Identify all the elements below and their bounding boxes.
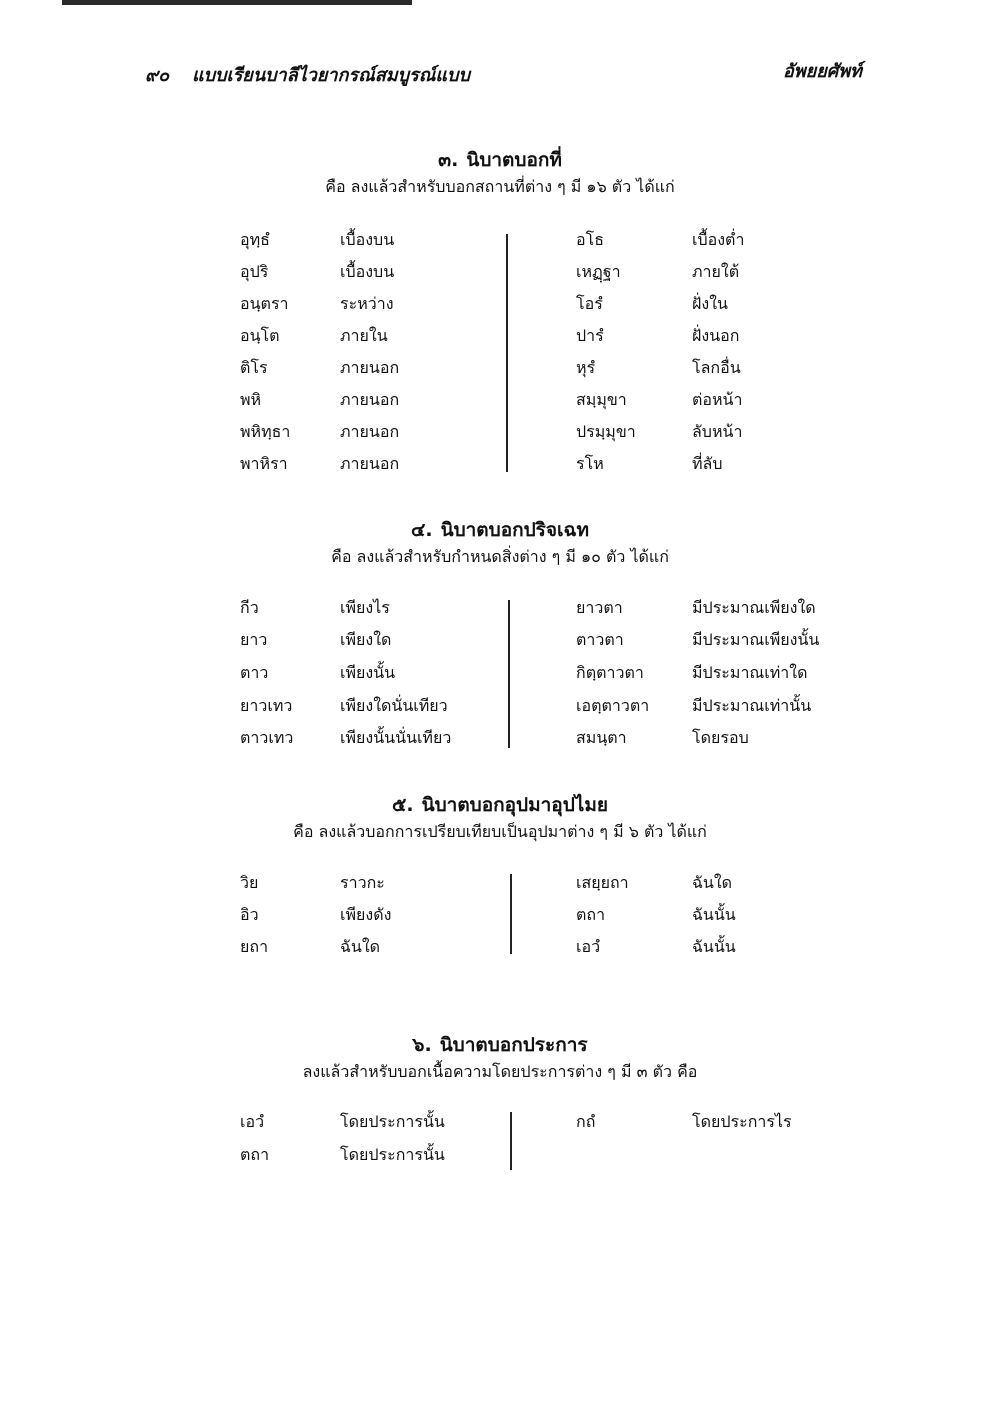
word-right: สมฺมุขา	[576, 390, 627, 409]
section-number: ๕.	[392, 794, 414, 816]
section-heading: นิบาตบอกที่	[466, 149, 562, 171]
meaning-left: เพียงใดนั่นเทียว	[340, 696, 448, 715]
word-row	[0, 622, 1000, 654]
section-number: ๓.	[438, 149, 459, 171]
section-title	[0, 1030, 1000, 1060]
section-description: คือ ลงแล้วบอกการเปรียบเทียบเป็นอุปมาต่าง ๆ มี ๖ ตัว ได้แก่	[293, 822, 707, 841]
word-row	[0, 1104, 1000, 1136]
meaning-left: เบื้องบน	[340, 262, 395, 281]
word-left: วิย	[240, 873, 259, 892]
meaning-left: เพียงนั้นนั่นเทียว	[340, 728, 452, 747]
meaning-right: มีประมาณเพียงใด	[692, 598, 816, 617]
meaning-left: ภายนอก	[340, 422, 400, 441]
meaning-right: ฝั่งใน	[692, 294, 728, 313]
meaning-right: ที่ลับ	[692, 454, 723, 473]
page-header	[0, 52, 1000, 92]
word-left: ยาว	[240, 630, 268, 649]
meaning-right: โลกอื่น	[692, 358, 741, 377]
word-row	[0, 865, 1000, 897]
word-row	[0, 382, 1000, 414]
meaning-left: ภายนอก	[340, 358, 400, 377]
meaning-left: ระหว่าง	[340, 294, 394, 313]
meaning-left: โดยประการนั้น	[340, 1145, 445, 1164]
meaning-left: เพียงใด	[340, 630, 392, 649]
section-description: คือ ลงแล้วสำหรับกำหนดสิ่งต่าง ๆ มี ๑๐ ตัว ได้แก่	[331, 547, 669, 566]
section-description: คือ ลงแล้วสำหรับบอกสถานที่ต่าง ๆ มี ๑๖ ตัว ได้แก่	[325, 177, 675, 196]
word-left: ยาวเทว	[240, 696, 293, 715]
meaning-right: ภายใต้	[692, 262, 740, 281]
meaning-right: มีประมาณเท่าใด	[692, 663, 808, 682]
meaning-left: ภายนอก	[340, 454, 400, 473]
word-row	[0, 286, 1000, 318]
word-right: ตาวตา	[576, 630, 624, 649]
meaning-left: ฉันใด	[340, 937, 381, 956]
word-left: พหิ	[240, 390, 262, 409]
meaning-right: มีประมาณเพียงนั้น	[692, 630, 820, 649]
word-left: อนฺโต	[240, 326, 280, 345]
word-right: เอตฺตาวตา	[576, 696, 650, 715]
word-left: เอวํ	[240, 1112, 265, 1131]
word-row	[0, 688, 1000, 720]
word-right: ยาวตา	[576, 598, 623, 617]
meaning-left: เพียงดัง	[340, 905, 392, 924]
word-right: ปรมฺมุขา	[576, 422, 636, 441]
page-number: ๙๐	[145, 65, 170, 86]
section-heading: นิบาตบอกปริจเฉท	[440, 519, 589, 541]
word-left: พหิทฺธา	[240, 422, 291, 441]
word-right: เหฏฺฐา	[576, 262, 621, 281]
section-number: ๖.	[412, 1034, 432, 1056]
meaning-left: ภายใน	[340, 326, 388, 345]
word-left: พาหิรา	[240, 454, 288, 473]
word-left: ติโร	[240, 358, 268, 377]
word-right: เสยฺยถา	[576, 873, 629, 892]
word-row	[0, 655, 1000, 687]
meaning-right: มีประมาณเท่านั้น	[692, 696, 812, 715]
word-row	[0, 929, 1000, 961]
section-title	[0, 790, 1000, 820]
word-left: อุทฺธํ	[240, 230, 270, 249]
chapter-title: อัพยยศัพท์	[783, 61, 862, 82]
meaning-right: ฉันใด	[692, 873, 733, 892]
section-number: ๔.	[410, 519, 433, 541]
meaning-right: ต่อหน้า	[692, 390, 743, 409]
word-right: กถํ	[576, 1112, 596, 1131]
word-right: หุรํ	[576, 358, 596, 377]
word-row	[0, 254, 1000, 286]
meaning-left: เบื้องบน	[340, 230, 395, 249]
word-left: อุปริ	[240, 262, 269, 281]
word-left: อนฺตรา	[240, 294, 289, 313]
book-title: แบบเรียนบาลีไวยากรณ์สมบูรณ์แบบ	[192, 65, 470, 86]
meaning-left: ภายนอก	[340, 390, 400, 409]
section-title	[0, 145, 1000, 175]
meaning-right: ฉันนั้น	[692, 937, 736, 956]
top-rule	[62, 0, 412, 5]
word-row	[0, 318, 1000, 350]
meaning-right: โดยประการไร	[692, 1112, 792, 1131]
section-description: ลงแล้วสำหรับบอกเนื้อความโดยประการต่าง ๆ มี ๓ ตัว คือ	[302, 1062, 698, 1081]
word-right: เอวํ	[576, 937, 601, 956]
word-row	[0, 1137, 1000, 1169]
section-title	[0, 515, 1000, 545]
word-left: อิว	[240, 905, 259, 924]
word-right: โอรํ	[576, 294, 603, 313]
word-row	[0, 414, 1000, 446]
word-row	[0, 446, 1000, 478]
word-row	[0, 590, 1000, 622]
word-row	[0, 897, 1000, 929]
meaning-right: เบื้องต่ำ	[692, 230, 745, 249]
word-right: อโธ	[576, 230, 604, 249]
word-row	[0, 222, 1000, 254]
section-heading: นิบาตบอกประการ	[439, 1034, 588, 1056]
word-right: รโห	[576, 454, 604, 473]
meaning-left: โดยประการนั้น	[340, 1112, 445, 1131]
meaning-right: ฉันนั้น	[692, 905, 736, 924]
meaning-right: ฝั่งนอก	[692, 326, 740, 345]
word-left: ตาว	[240, 663, 269, 682]
word-left: ยถา	[240, 937, 269, 956]
meaning-right: ลับหน้า	[692, 422, 743, 441]
word-right: สมนฺตา	[576, 728, 627, 747]
word-left: ตาวเทว	[240, 728, 294, 747]
word-right: กิตฺตาวตา	[576, 663, 644, 682]
word-left: ตถา	[240, 1145, 270, 1164]
meaning-left: ราวกะ	[340, 873, 385, 892]
meaning-left: เพียงนั้น	[340, 663, 396, 682]
word-row	[0, 350, 1000, 382]
word-right: ปารํ	[576, 326, 604, 345]
word-right: ตถา	[576, 905, 606, 924]
word-left: กีว	[240, 598, 259, 617]
meaning-left: เพียงไร	[340, 598, 390, 617]
meaning-right: โดยรอบ	[692, 728, 749, 747]
word-row	[0, 720, 1000, 752]
section-heading: นิบาตบอกอุปมาอุปไมย	[421, 794, 608, 816]
